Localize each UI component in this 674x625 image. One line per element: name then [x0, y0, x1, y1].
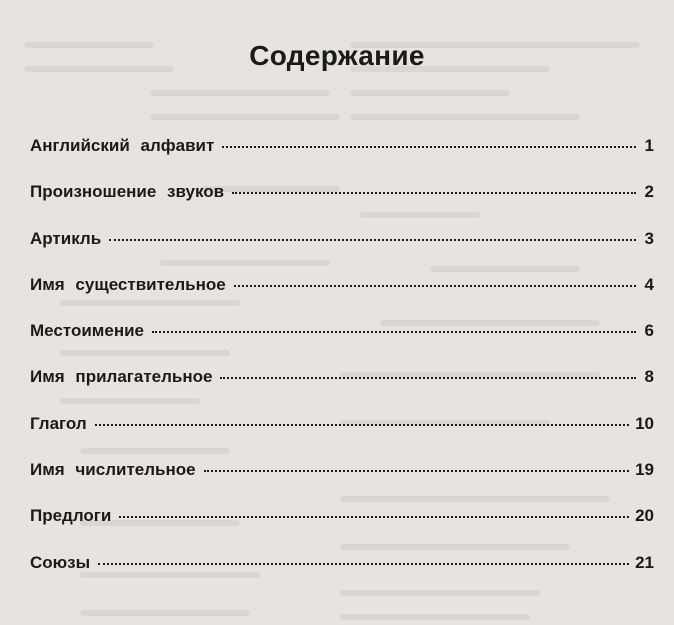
toc-page-number: 3: [644, 228, 654, 248]
toc-dot-leader: [98, 563, 629, 565]
toc-dot-leader: [109, 239, 636, 241]
toc-entry: [30, 460, 654, 506]
toc-dot-leader: [234, 285, 636, 287]
toc-entry-title: Глагол: [30, 413, 87, 433]
table-of-contents: [30, 136, 654, 599]
toc-entry: [30, 414, 654, 460]
toc-dot-leader: [152, 331, 636, 333]
toc-page-number: 20: [635, 506, 654, 526]
toc-entry-title: Предлоги: [30, 506, 112, 526]
toc-dot-leader: [119, 516, 629, 518]
toc-entry-title: Местоимение: [30, 321, 144, 341]
toc-dot-leader: [232, 192, 636, 194]
toc-page-number: 1: [644, 136, 654, 155]
toc-page-number: 6: [644, 321, 654, 341]
toc-page-number: 19: [635, 460, 654, 480]
toc-entry: [30, 553, 654, 599]
toc-entry-title: Союзы: [30, 552, 91, 572]
toc-page-number: 4: [644, 274, 654, 294]
toc-entry-title: Имя прилагательное: [30, 367, 213, 387]
toc-dot-leader: [222, 146, 636, 148]
toc-dot-leader: [95, 424, 629, 426]
toc-dot-leader: [204, 470, 629, 472]
toc-entry: [30, 367, 654, 413]
toc-entry-title: Артикль: [30, 228, 102, 248]
toc-entry: [30, 275, 654, 321]
toc-dot-leader: [220, 377, 636, 379]
toc-entry: [30, 229, 654, 275]
toc-entry: [30, 506, 654, 552]
toc-entry-title: Английский алфавит: [30, 136, 215, 155]
toc-entry-title: Произношение звуков: [30, 182, 225, 202]
toc-entry: [30, 321, 654, 367]
toc-page-number: 8: [644, 367, 654, 387]
toc-entry-title: Имя числительное: [30, 460, 196, 480]
toc-entry: [30, 136, 654, 182]
toc-page-number: 10: [635, 413, 654, 433]
toc-entry-title: Имя существительное: [30, 274, 226, 294]
toc-entry: [30, 182, 654, 228]
toc-page-number: 2: [644, 182, 654, 202]
toc-page-number: 21: [635, 552, 654, 572]
page-title: Содержание: [249, 40, 425, 71]
